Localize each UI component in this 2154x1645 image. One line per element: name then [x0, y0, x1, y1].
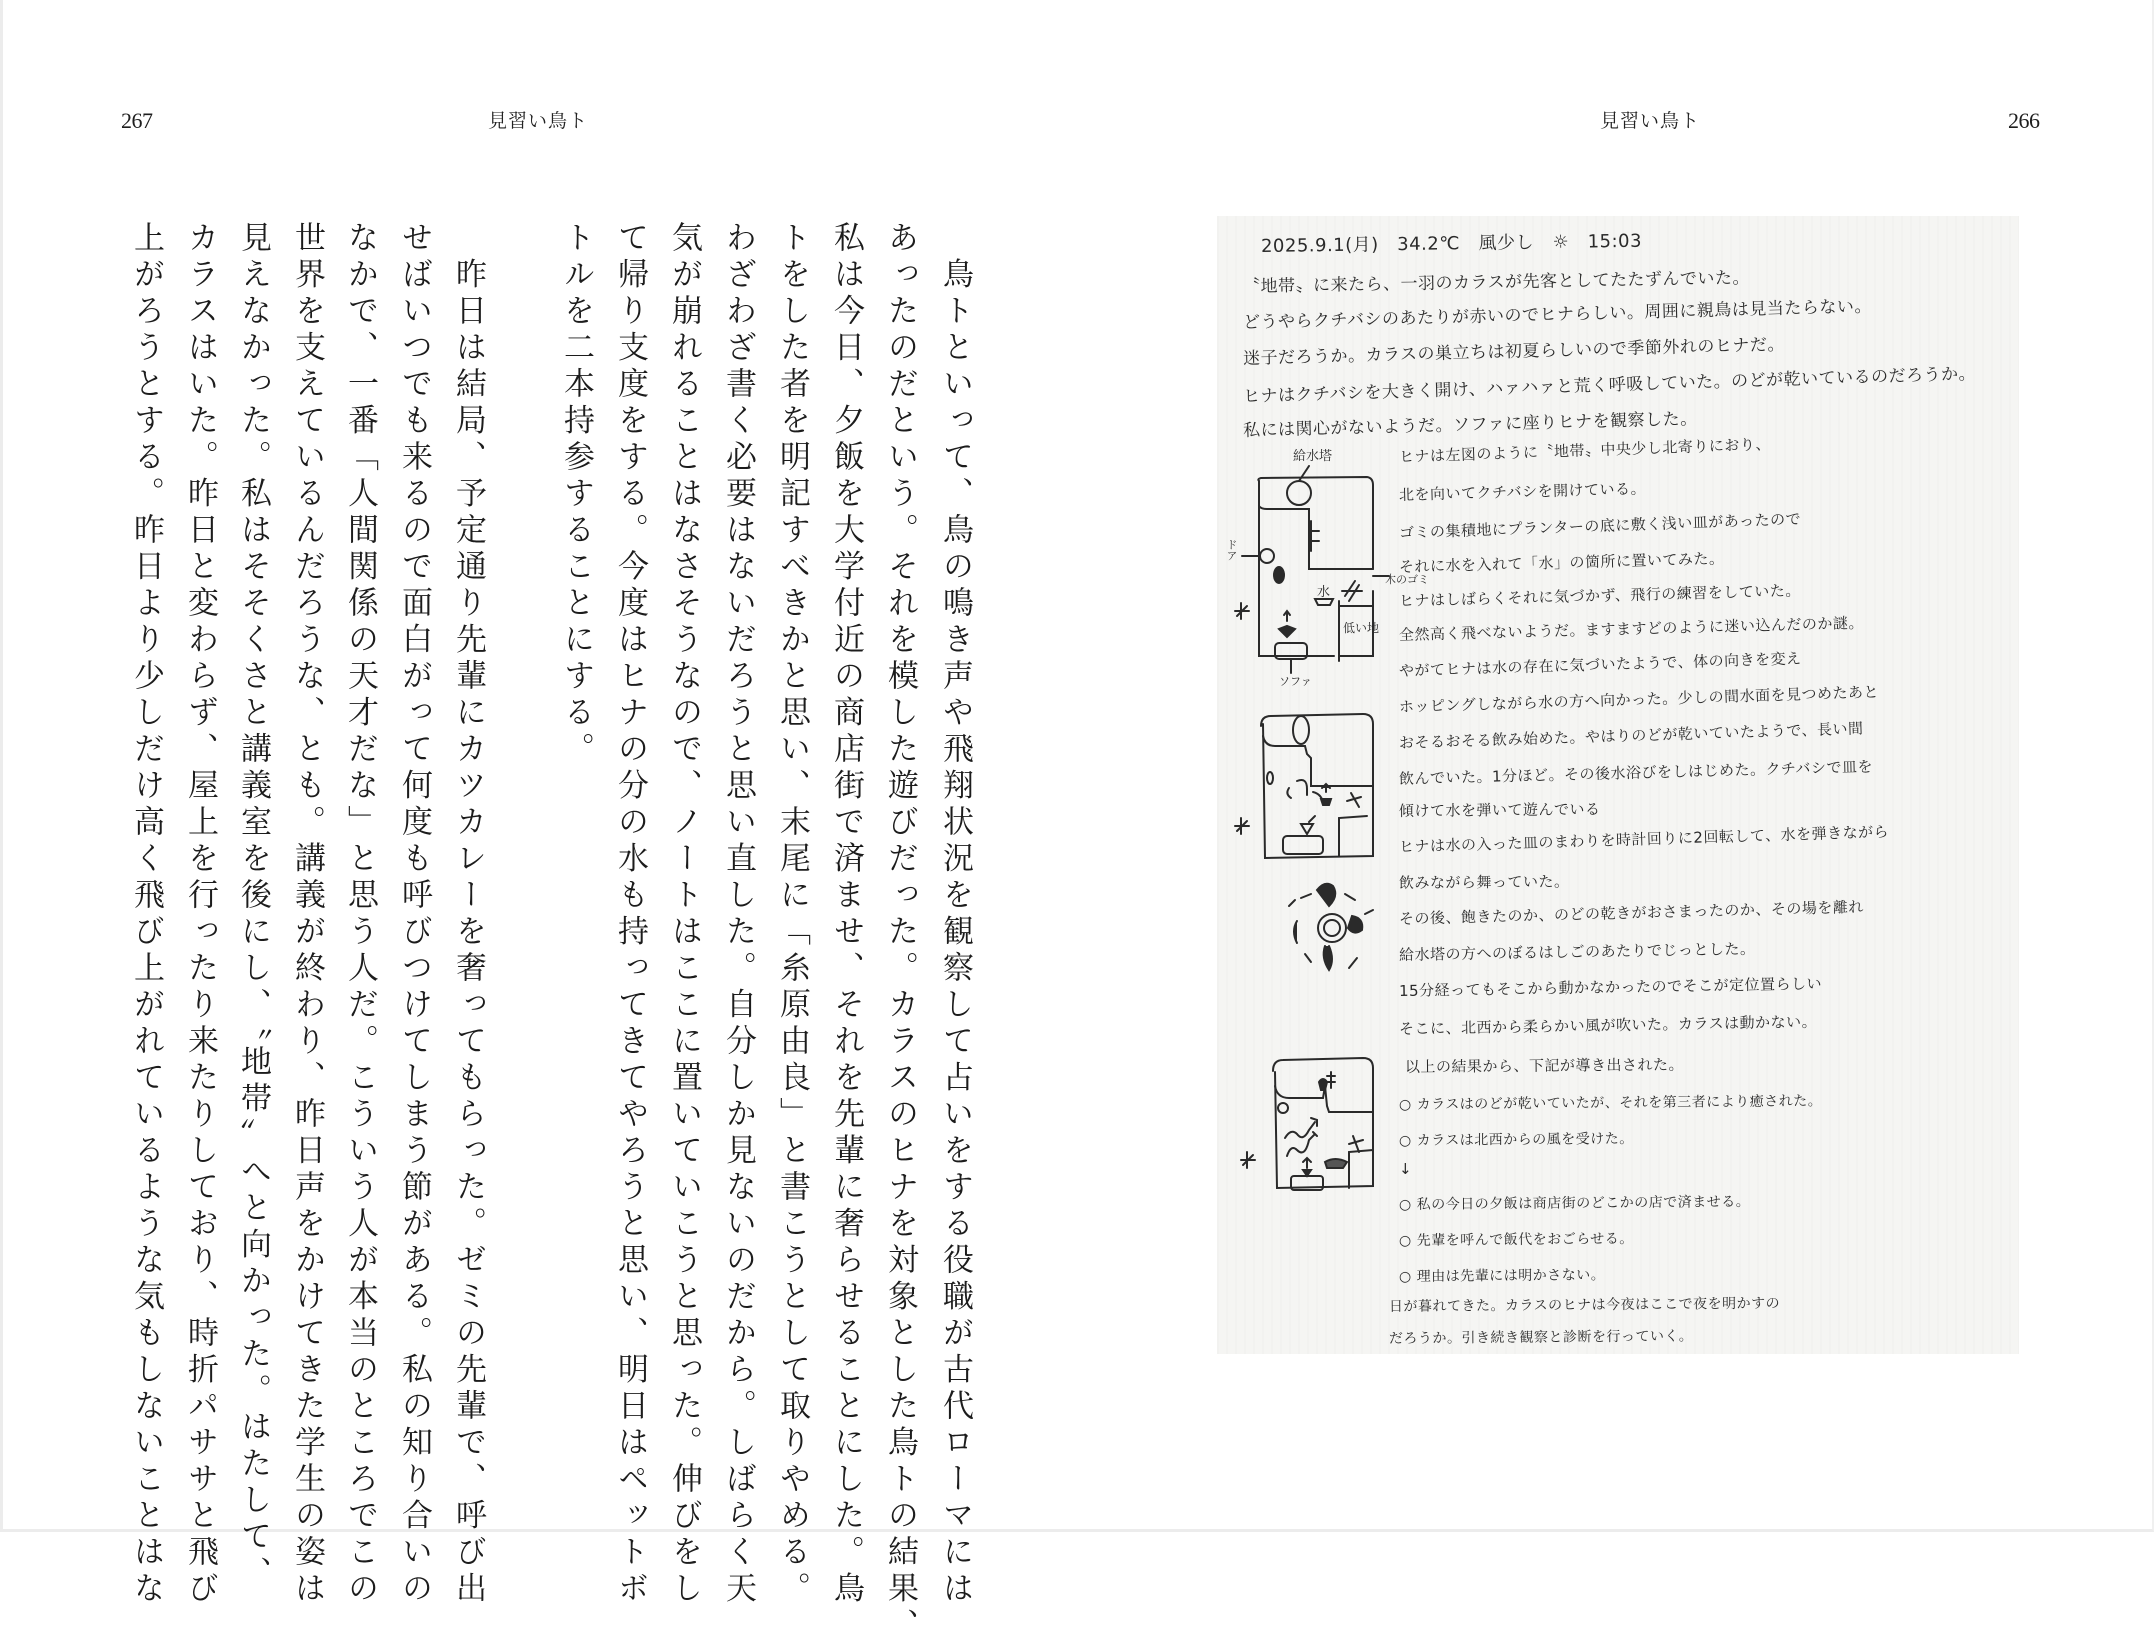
label-sofa: ソファ: [1279, 675, 1312, 688]
text-column: トルを二本持参することにする。: [558, 221, 594, 769]
notebook-line: 日が暮れてきた。カラスのヒナは今夜はここで夜を明かすの: [1388, 1295, 1781, 1315]
text-column: 鳥トといって、鳥の鳴き声や飛翔状況を観察して占いをする役職が古代ローマには: [937, 221, 973, 1608]
text-column: あったのだという。それを模した遊びだった。カラスのヒナを対象とした鳥トの結果、: [882, 221, 918, 1645]
notebook-line: 私には関心がないようだ。ソファに座りヒナを観察した。: [1242, 409, 1698, 441]
notebook-line: だろうか。引き続き観察と診断を行っていく。: [1388, 1328, 1694, 1347]
notebook-line: ヒナは左図のように〝地帯〟中央少し北寄りにおり、: [1398, 435, 1772, 466]
text-column: せばいつでも来るので面白がって何度も呼びつけてしまう節がある。私の知り合いの: [396, 221, 432, 1608]
text-column: 私は今日、夕飯を大学付近の商店街で済ませ、それを先輩に奢らせることにした。鳥: [828, 221, 864, 1608]
notebook-line: 以上の結果から、下記が導き出された。: [1404, 1055, 1685, 1076]
label-wood-trash: 木のゴミ: [1385, 573, 1429, 586]
notebook-line: ヒナは水の入った皿のまわりを時計回りに2回転して、水を弾きながら: [1398, 822, 1890, 856]
notebook-conclusion: ○ 私の今日の夕飯は商店街のどこかの店で済ませる。: [1398, 1193, 1751, 1213]
text-column: 世界を支えているんだろうな、とも。講義が終わり、昨日声をかけてきた学生の姿は: [289, 221, 325, 1608]
notebook-conclusion: ○ カラスはのどが乾いていたが、それを第三者により癒された。: [1398, 1093, 1823, 1113]
notebook-line: 迷子だろうか。カラスの巣立ちは初夏らしいので季節外れのヒナだ。: [1242, 334, 1786, 369]
running-head: 見習い鳥ト: [488, 110, 589, 132]
text-column: 昨日は結局、予定通り先輩にカツカレーを奢ってもらった。ゼミの先輩で、呼び出: [450, 221, 486, 1608]
text-column: 上がろうとする。昨日より少しだけ高く飛び上がれているような気もしないことはな: [128, 221, 164, 1608]
notebook-line: おそるおそる飲み始めた。やはりのどが乾いていたようで、長い間: [1398, 719, 1864, 752]
notebook-line: その後、飽きたのか、のどの乾きがおさまったのか、その場を離れ: [1398, 897, 1865, 928]
page-number: 266: [2008, 108, 2040, 133]
notebook-line: ヒナはしばらくそれに気づかず、飛行の練習をしていた。: [1398, 581, 1801, 610]
label-water-tower: 給水塔: [1293, 449, 1333, 464]
notebook-conclusion: ○ 理由は先輩には明かさない。: [1398, 1267, 1606, 1285]
text-column: 気が崩れることはなさそうなので、ノートはここに置いていこうと思った。伸びをし: [666, 221, 702, 1608]
notebook-conclusion: ○ 先輩を呼んで飯代をおごらせる。: [1398, 1230, 1634, 1249]
text-column: 見えなかった。私はそそくさと講義室を後にし、〝地帯〟へと向かった。はたして、: [235, 221, 271, 1593]
text-column: なかで、一番「人間関係の天才だな」と思う人だ。こういう人が本当のところでこの: [342, 221, 378, 1608]
text-column: て帰り支度をする。今度はヒナの分の水も持ってきてやろうと思い、明日はペットボ: [612, 221, 648, 1608]
notebook-line: 15分経ってもそこから動かなかったのでそこが定位置らしい: [1398, 974, 1823, 1000]
notebook-date-line: 2025.9.1(月) 34.2℃ 風少し ☼ 15:03: [1260, 230, 1643, 257]
label-low-ground: 低い地: [1343, 621, 1380, 635]
text-column: カラスはいた。昨日と変わらず、屋上を行ったり来たりしており、時折パササと飛び: [182, 221, 218, 1608]
notebook-line: 給水塔の方へのぼるはしごのあたりでじっとした。: [1398, 939, 1756, 964]
notebook-line: 全然高く飛べないようだ。ますますどのように迷い込んだのか謎。: [1398, 613, 1865, 644]
notebook-line: そこに、北西から柔らかい風が吹いた。カラスは動かない。: [1398, 1012, 1818, 1038]
notebook-conclusion: ○ カラスは北西からの風を受けた。: [1398, 1130, 1634, 1149]
notebook-line: 北を向いてクチバシを開けている。: [1398, 479, 1647, 504]
hopping-circle-sketch: [1277, 876, 1387, 986]
notebook-line: 〝地帯〟に来たら、一羽のカラスが先客としてたたずんでいた。: [1242, 268, 1751, 297]
notebook-line: どうやらクチバシのあたりが赤いのでヒナらしい。周囲に親鳥は見当たらない。: [1242, 296, 1873, 333]
label-water: 水: [1317, 585, 1331, 600]
notebook-line: やがてヒナは水の存在に気づいたようで、体の向きを変え: [1398, 649, 1802, 680]
text-column: わざわざ書く必要はないだろうと思い直した。自分しか見ないのだから。しばらく天: [720, 221, 756, 1608]
label-door: ドア: [1225, 539, 1238, 561]
notebook-line: それに水を入れて「水」の箇所に置いてみた。: [1398, 549, 1725, 576]
rooftop-map-sketch-1: [1225, 449, 1429, 688]
notebook-line: ゴミの集積地にプランターの底に敷く浅い皿があったので: [1398, 509, 1802, 542]
rooftop-map-sketch-3: [1227, 1046, 1397, 1196]
notebook-line: 傾けて水を弾いて遊んでいる: [1398, 800, 1601, 820]
arrow-down-icon: ↓: [1399, 1160, 1413, 1178]
handwritten-notebook-scan: [1217, 216, 2019, 1354]
notebook-line: 飲みながら舞っていた。: [1398, 872, 1570, 892]
page-number: 267: [121, 108, 153, 133]
notebook-line: 飲んでいた。1分ほど。その後水浴びをしはじめた。クチバシで皿を: [1398, 757, 1874, 788]
rooftop-map-sketch-2: [1227, 696, 1397, 866]
notebook-line: ヒナはクチバシを大きく開け、ハァハァと荒く呼吸していた。のどが乾いているのだろうか。: [1242, 363, 1977, 407]
notebook-line: ホッピングしながら水の方へ向かった。少しの間水面を見つめたあと: [1398, 682, 1880, 716]
text-column: トをした者を明記すべきかと思い、末尾に「糸原由良」と書こうとして取りやめる。: [774, 221, 810, 1608]
running-head: 見習い鳥ト: [1600, 110, 1701, 132]
